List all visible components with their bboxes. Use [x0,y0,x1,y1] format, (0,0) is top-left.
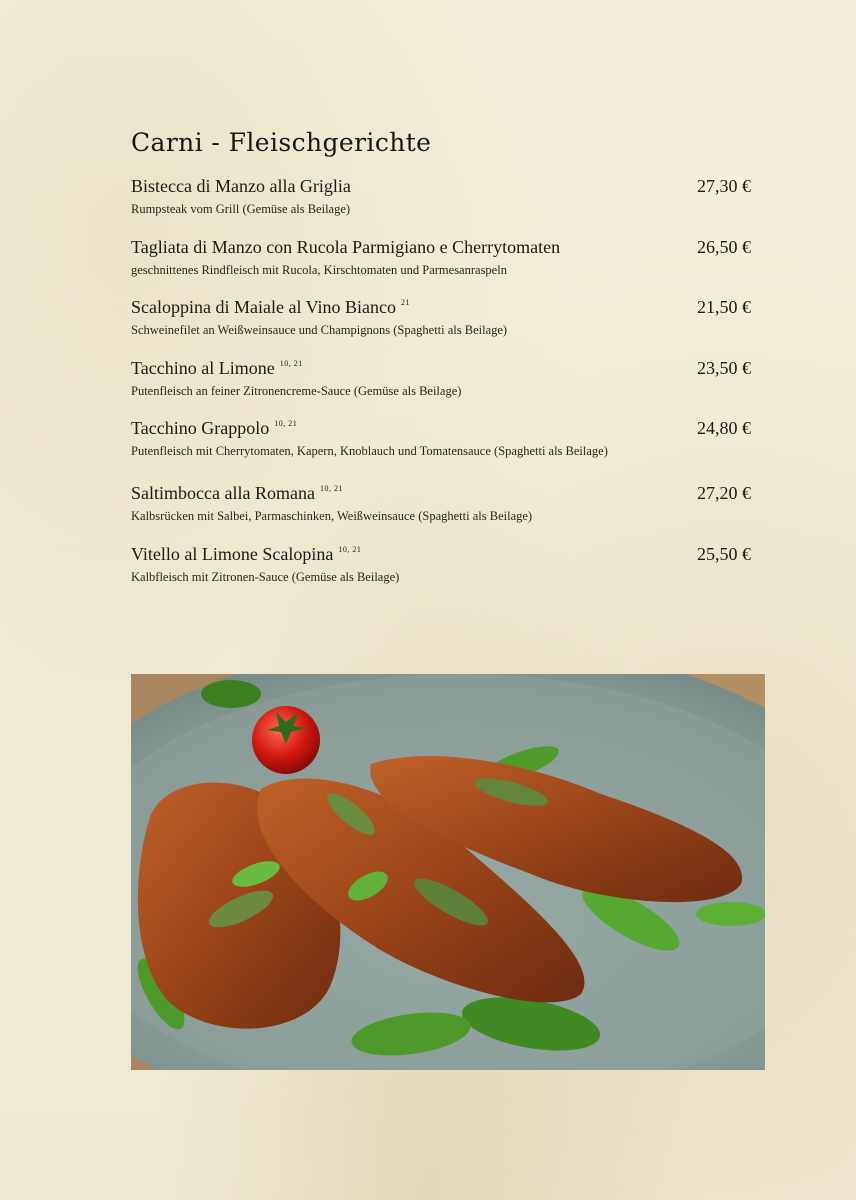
item-description: Schweinefilet an Weißweinsauce und Champignons (Spaghetti als Beilage) [131,323,508,337]
item-price: 27,30 € [697,176,751,196]
menu-list [131,176,751,604]
item-name: Tacchino al Limone $^{10, 21}$ [131,357,303,378]
item-description: Putenfleisch mit Cherrytomaten, Kapern, Knoblauch und Tomatensauce (Spaghetti als Beilage) [131,444,608,458]
item-description: Putenfleisch an feiner Zitronencreme-Sauce (Gemüse als Beilage) [131,383,462,398]
dish-photo [131,674,765,1070]
item-name: Saltimbocca alla Romana $^{10, 21}$ [131,482,343,503]
item-name: Vitello al Limone Scalopina $^{10, 21}$ [131,543,362,564]
item-description: Kalbfleisch mit Zitronen-Sauce (Gemüse als Beilage) [131,569,400,584]
item-description: Rumpsteak vom Grill (Gemüse als Beilage) [131,202,351,216]
item-name: Tacchino Grappolo $^{10, 21}$ [131,418,298,438]
allergen-codes: 10, 21 [338,544,362,554]
item-description: geschnittenes Rindfleisch mit Rucola, Kirschtomaten und Parmesanraspeln [131,262,507,277]
allergen-codes: 10, 21 [274,419,298,428]
item-price: 27,20 € [697,482,751,503]
item-description: Kalbsrücken mit Salbei, Parmaschinken, Weißweinsauce (Spaghetti als Beilage) [131,508,533,523]
allergen-codes: 21 [401,298,411,307]
item-price: 21,50 € [697,297,751,317]
item-name: Scaloppina di Maiale al Vino Bianco $^{21}$ [131,297,411,317]
menu-item [131,358,751,419]
menu-item [131,237,751,298]
item-name: Tagliata di Manzo con Rucola Parmigiano e Cherrytomaten [131,236,561,257]
menu-item [131,297,751,358]
menu-item [131,479,751,544]
item-price: 24,80 € [697,418,751,438]
allergen-codes: 10, 21 [279,358,303,368]
item-price: 23,50 € [697,357,751,378]
menu-item [131,418,751,479]
menu-item [131,544,751,605]
item-price: 26,50 € [697,236,751,257]
menu-item [131,176,751,237]
dish-illustration [131,674,765,1070]
page-title: Carni - Fleischgerichte [131,128,432,157]
allergen-codes: 10, 21 [319,483,343,493]
item-name: Bistecca di Manzo alla Griglia [131,176,351,196]
item-price: 25,50 € [697,543,751,564]
